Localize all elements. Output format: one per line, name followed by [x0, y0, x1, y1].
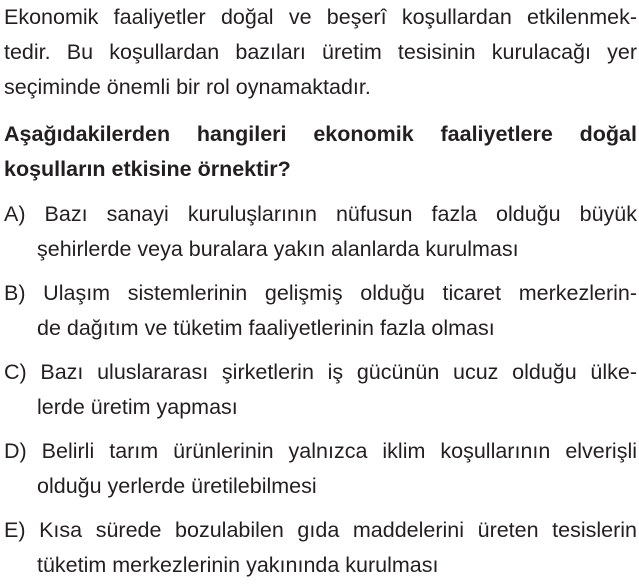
- option-a[interactable]: [4, 197, 637, 267]
- option-c[interactable]: [4, 355, 637, 425]
- option-e[interactable]: [4, 513, 637, 583]
- stem-line-3: seçiminde önemli bir rol oynamaktadır.: [4, 75, 371, 99]
- question-stem: [4, 0, 637, 105]
- question-prompt: [4, 117, 637, 187]
- question-line-1: Aşağıdakilerden hangileri ekonomik faaliyetlere doğal: [4, 122, 637, 146]
- stem-line-2: tedir. Bu koşullardan bazıları üretim tesisinin kurulacağı yer: [4, 40, 637, 64]
- option-c-line-1: C) Bazı uluslararası şirketlerin iş gücünün ucuz olduğu ülke-: [4, 360, 637, 384]
- option-b-line-1: B) Ulaşım sistemlerinin gelişmiş olduğu ticaret merkezlerin-: [4, 281, 637, 305]
- option-d-line-1: D) Belirli tarım ürünlerinin yalnızca iklim koşullarının elverişli: [4, 439, 637, 463]
- option-e-line-2: tüketim merkezlerinin yakınında kurulması: [37, 553, 439, 577]
- option-d-line-2: olduğu yerlerde üretilebilmesi: [37, 474, 317, 498]
- option-e-line-1: E) Kısa sürede bozulabilen gıda maddelerini üreten tesislerin: [4, 518, 637, 542]
- option-c-line-2: lerde üretim yapması: [37, 395, 238, 419]
- option-b-line-2: de dağıtım ve tüketim faaliyetlerinin fazla olması: [37, 316, 495, 340]
- stem-line-1: Ekonomik faaliyetler doğal ve beşerî koşullardan etkilenmek-: [4, 5, 637, 29]
- option-d[interactable]: [4, 434, 637, 504]
- option-b[interactable]: [4, 276, 637, 346]
- question-line-2: koşulların etkisine örnektir?: [4, 157, 291, 181]
- option-a-line-1: A) Bazı sanayi kuruluşlarının nüfusun fazla olduğu büyük: [4, 202, 637, 226]
- answer-options: [4, 197, 637, 583]
- option-a-line-2: şehirlerde veya buralara yakın alanlarda kurulması: [37, 237, 519, 261]
